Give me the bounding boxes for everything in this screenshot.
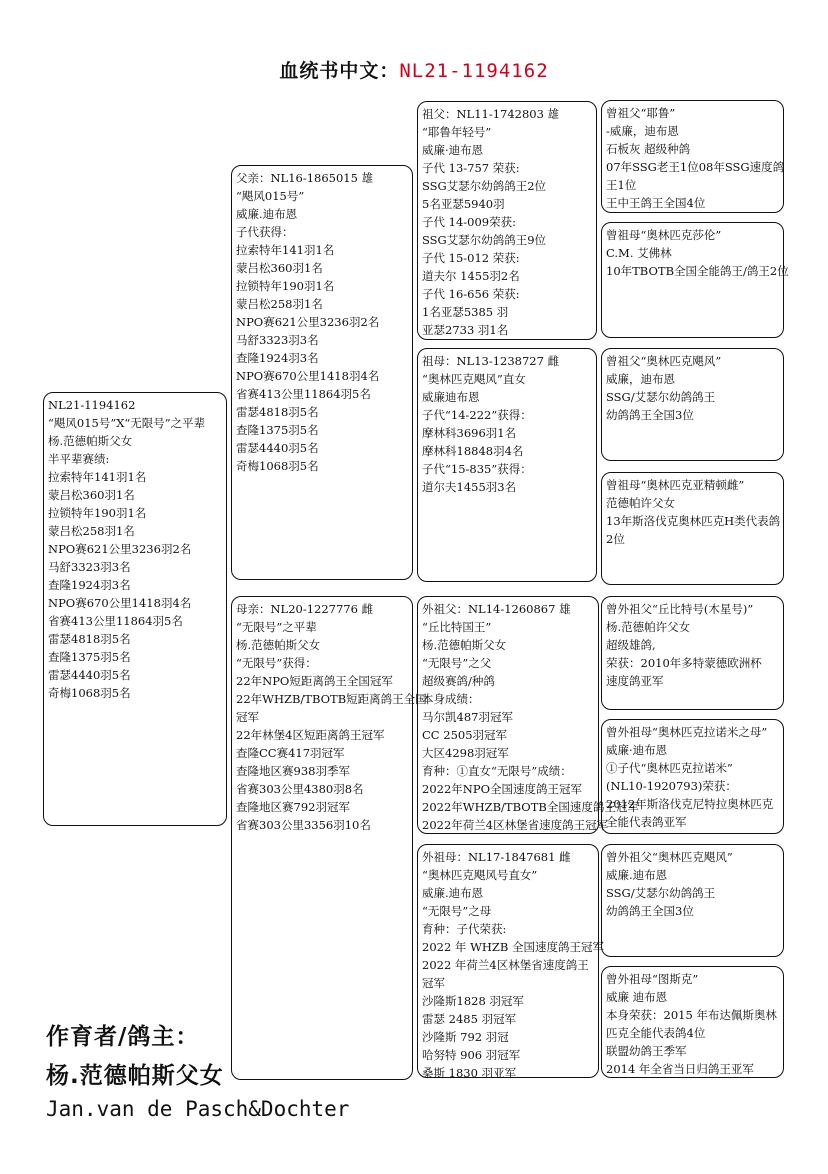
pedigree-line: “无限号”获得： — [236, 656, 317, 670]
pedigree-line: 子代 13-757 荣获: — [422, 161, 520, 175]
pedigree-line: 5名亚瑟5940羽 — [422, 197, 505, 211]
pedigree-line: 摩林科3696羽1名 — [422, 426, 517, 440]
pedigree-line: 22年林堡4区短距离鸽王冠军 — [236, 728, 385, 742]
pedigree-line: 曾祖母“奥林匹克亚精顿雌” — [606, 478, 745, 492]
pedigree-line: 杨.范德帕斯父女 — [48, 434, 133, 448]
great-grandsire-box-3 — [601, 348, 784, 461]
pedigree-line: 外祖母：NL17-1847681 雌 — [422, 850, 571, 864]
pedigree-line: 马尔凯487羽冠军 — [422, 710, 513, 724]
pedigree-line: 雷瑟4440羽5名 — [48, 668, 131, 682]
pedigree-line: NPO赛670公里1418羽4名 — [236, 369, 380, 383]
pedigree-line: 本身荣获：2015 年布达佩斯奥林 — [606, 1008, 777, 1022]
pedigree-line: NPO赛670公里1418羽4名 — [48, 596, 192, 610]
pedigree-line: 道夫尔 1455羽2名 — [422, 269, 520, 283]
pedigree-line: 查隆地区赛792羽冠军 — [236, 800, 350, 814]
great-grandsire-box-1 — [601, 100, 784, 213]
page-title — [0, 56, 828, 83]
dam-box — [231, 596, 427, 1080]
great-grandsire-box-5 — [601, 596, 784, 710]
pedigree-line: 拉索特年141羽1名 — [48, 470, 147, 484]
pedigree-line: 2022年荷兰4区林堡省速度鸽王冠军 — [422, 818, 609, 832]
pedigree-line: 王中王鸽王全国4位 — [606, 196, 706, 210]
pedigree-line: 马舒3323羽3名 — [48, 560, 131, 574]
breeder-name-en: Jan.van de Pasch&Dochter — [46, 1097, 350, 1121]
pedigree-line: 查隆1375羽5名 — [236, 423, 319, 437]
pedigree-line: 曾祖父“奥林匹克飓风” — [606, 354, 722, 368]
pedigree-line: 拉索特年141羽1名 — [236, 243, 335, 257]
pedigree-line: 雷瑟4440羽5名 — [236, 441, 319, 455]
pedigree-line: 曾外祖母“奥林匹克拉诺米之母” — [606, 725, 768, 739]
pedigree-line: 摩林科18848羽4名 — [422, 444, 524, 458]
breeder-name-cn: 杨.范德帕斯父女 — [46, 1063, 224, 1089]
pedigree-line: 威廉·迪布恩 — [422, 143, 484, 157]
pedigree-line: 10年TBOTB全国全能鸽王/鸽王2位 — [606, 264, 789, 278]
pedigree-line: 曾外祖父“丘比特号(木星号)” — [606, 602, 754, 616]
pedigree-line: 2022年WHZB/TBOTB全国速度鸽王冠军 — [422, 800, 639, 814]
pedigree-line: “无限号”之父 — [422, 656, 492, 670]
pedigree-line: SSG艾瑟尔幼鸽鸽王2位 — [422, 179, 547, 193]
pedigree-line: 省赛303公里3356羽10名 — [236, 818, 371, 832]
pedigree-line: “奥林匹克飓风号直女” — [422, 868, 538, 882]
pedigree-line: “飓风015号” — [236, 189, 305, 203]
ring-number: NL21-1194162 — [399, 60, 549, 82]
pedigree-line: 子代“14-222”获得： — [422, 408, 532, 422]
pedigree-line: 曾祖父“耶鲁” — [606, 106, 676, 120]
pedigree-line: 育种：子代荣获: — [422, 922, 507, 936]
pedigree-line: 蒙吕松258羽1名 — [48, 524, 135, 538]
breeder-label: 作育者/鸽主： — [46, 1024, 200, 1050]
pedigree-line: 威廉.迪布恩 — [236, 207, 298, 221]
pedigree-line: CC 2505羽冠军 — [422, 728, 508, 742]
pedigree-line: 桑斯 1830 羽亚军 — [422, 1066, 517, 1080]
subject-pigeon-box — [43, 392, 227, 826]
pedigree-line: 超级雄鸽, — [606, 638, 656, 652]
pedigree-line: 07年SSG老王1位08年SSG速度鸽 — [606, 160, 785, 174]
pedigree-line: 父亲：NL16-1865015 雄 — [236, 171, 374, 185]
pedigree-line: 查隆CC赛417羽冠军 — [236, 746, 345, 760]
great-granddam-box-6 — [601, 719, 784, 834]
pedigree-line: 省赛413公里11864羽5名 — [48, 614, 183, 628]
great-granddam-box-2 — [601, 222, 789, 338]
pedigree-line: ①子代“奥林匹克拉诺米” — [606, 761, 733, 775]
pedigree-line: 拉锁特年190羽1名 — [236, 279, 335, 293]
pedigree-line: 子代 15-012 荣获: — [422, 251, 520, 265]
pedigree-line: 威廉迪布恩 — [422, 390, 480, 404]
pedigree-line: 联盟幼鸽王季军 — [606, 1044, 687, 1058]
pedigree-line: 子代 16-656 荣获: — [422, 287, 520, 301]
pedigree-line: 沙隆斯1828 羽冠军 — [422, 994, 524, 1008]
sire-box — [231, 165, 413, 580]
pedigree-line: “无限号”之平辈 — [236, 620, 317, 634]
pedigree-line: 查隆1375羽5名 — [48, 650, 131, 664]
pedigree-line: 母亲：NL20-1227776 雌 — [236, 602, 374, 616]
pedigree-line: 冠军 — [422, 976, 445, 990]
pedigree-line: 本身成绩： — [422, 692, 480, 706]
pedigree-line: 奇梅1068羽5名 — [236, 459, 319, 473]
pedigree-line: 2022年NPO全国速度鸽王冠军 — [422, 782, 582, 796]
pedigree-line: 幼鸽鸽王全国3位 — [606, 408, 694, 422]
pedigree-line: 威廉·迪布恩 — [606, 743, 668, 757]
pedigree-line: 子代获得： — [236, 225, 294, 239]
pedigree-line: SSG/艾瑟尔幼鸽鸽王 — [606, 886, 716, 900]
grandsire-box — [417, 101, 597, 340]
pedigree-line: 蒙吕松360羽1名 — [48, 488, 135, 502]
pedigree-line: 查隆1924羽3名 — [236, 351, 319, 365]
pedigree-line: “耶鲁年轻号” — [422, 125, 492, 139]
great-granddam-box-4 — [601, 472, 784, 585]
pedigree-line: 威廉.迪布恩 — [606, 868, 668, 882]
pedigree-line: 雷瑟4818羽5名 — [48, 632, 131, 646]
pedigree-line: 幼鸽鸽王全国3位 — [606, 904, 694, 918]
granddam-box — [417, 348, 597, 582]
pedigree-line: 威廉 迪布恩 — [606, 990, 668, 1004]
pedigree-line: 查隆地区赛938羽季军 — [236, 764, 350, 778]
pedigree-line: “丘比特国王” — [422, 620, 492, 634]
pedigree-line: 杨.范德帕斯父女 — [236, 638, 321, 652]
pedigree-line: 雷瑟4818羽5名 — [236, 405, 319, 419]
pedigree-line: 22年WHZB/TBOTB短距离鸽王全国 — [236, 692, 427, 706]
pedigree-line: 马舒3323羽3名 — [236, 333, 319, 347]
pedigree-line: 1名亚瑟5385 羽 — [422, 305, 509, 319]
pedigree-line: 道尔夫1455羽3名 — [422, 480, 517, 494]
pedigree-line: NPO赛621公里3236羽2名 — [236, 315, 380, 329]
pedigree-line: 石板灰 超级种鸽 — [606, 142, 691, 156]
pedigree-line: 超级赛鸽/种鸽 — [422, 674, 495, 688]
pedigree-line: 2012年斯洛伐克尼特拉奥林匹克 — [606, 797, 774, 811]
title-prefix: 血统书中文： — [279, 60, 400, 82]
pedigree-line: 冠军 — [236, 710, 259, 724]
pedigree-line: 亚瑟2733 羽1名 — [422, 323, 509, 337]
pedigree-line: 祖父：NL11-1742803 雄 — [422, 107, 560, 121]
pedigree-line: 省赛413公里11864羽5名 — [236, 387, 371, 401]
pedigree-line: “无限号”之母 — [422, 904, 492, 918]
pedigree-line: 祖母：NL13-1238727 雌 — [422, 354, 560, 368]
pedigree-line: NPO赛621公里3236羽2名 — [48, 542, 192, 556]
pedigree-line: 雷瑟 2485 羽冠军 — [422, 1012, 517, 1026]
pedigree-line: 荣获：2010年多特蒙德欧洲杯 — [606, 656, 762, 670]
pedigree-line: 2位 — [606, 532, 625, 546]
pedigree-line: 范德帕许父女 — [606, 496, 675, 510]
pedigree-line: 子代“15-835”获得： — [422, 462, 532, 476]
pedigree-line: 蒙吕松258羽1名 — [236, 297, 323, 311]
pedigree-line: “奥林匹克飓风”直女 — [422, 372, 526, 386]
pedigree-line: 沙隆斯 792 羽冠 — [422, 1030, 509, 1044]
pedigree-line: 速度鸽亚军 — [606, 674, 664, 688]
pedigree-line: C.M. 艾佛林 — [606, 246, 672, 260]
pedigree-line: (NL10-1920793)荣获： — [606, 779, 737, 793]
pedigree-line: 威廉，迪布恩 — [606, 372, 675, 386]
pedigree-line: 曾外祖母“图斯克” — [606, 972, 699, 986]
pedigree-line: 2014 年全省当日归鸽王亚军 — [606, 1062, 754, 1076]
pedigree-line: 查隆1924羽3名 — [48, 578, 131, 592]
pedigree-line: 省赛303公里4380羽8名 — [236, 782, 364, 796]
pedigree-line: 匹克全能代表鸽4位 — [606, 1026, 706, 1040]
pedigree-line: 哈努特 906 羽冠军 — [422, 1048, 521, 1062]
pedigree-line: SSG艾瑟尔幼鸽鸽王9位 — [422, 233, 547, 247]
pedigree-line: 子代 14-009荣获: — [422, 215, 516, 229]
pedigree-line: -威廉，迪布恩 — [606, 124, 679, 138]
pedigree-line: 蒙吕松360羽1名 — [236, 261, 323, 275]
pedigree-line: 大区4298羽冠军 — [422, 746, 509, 760]
pedigree-line: 2022 年荷兰4区林堡省速度鸽王 — [422, 958, 589, 972]
pedigree-line: NL21-1194162 — [48, 398, 136, 412]
pedigree-line: 奇梅1068羽5名 — [48, 686, 131, 700]
pedigree-line: 曾祖母“奥林匹克莎伦” — [606, 228, 722, 242]
pedigree-line: SSG/艾瑟尔幼鸽鸽王 — [606, 390, 716, 404]
pedigree-line: 威廉.迪布恩 — [422, 886, 484, 900]
pedigree-line: 育种：①直女“无限号”成绩： — [422, 764, 572, 778]
pedigree-line: 2022 年 WHZB 全国速度鸽王冠军 — [422, 940, 605, 954]
pedigree-line: 杨.范德帕斯父女 — [422, 638, 507, 652]
pedigree-line: 全能代表鸽亚军 — [606, 815, 687, 829]
pedigree-line: 杨.范德帕许父女 — [606, 620, 691, 634]
maternal-granddam-box — [417, 844, 605, 1080]
pedigree-line: 曾外祖父“奥林匹克飓风” — [606, 850, 733, 864]
pedigree-line: 王1位 — [606, 178, 637, 192]
pedigree-line: 外祖父：NL14-1260867 雄 — [422, 602, 571, 616]
pedigree-line: 13年斯洛伐克奥林匹克H类代表鸽 — [606, 514, 781, 528]
great-grandsire-box-7 — [601, 844, 784, 957]
pedigree-line: 半平辈赛绩: — [48, 452, 110, 466]
pedigree-line: 拉锁特年190羽1名 — [48, 506, 147, 520]
pedigree-line: 22年NPO短距离鸽王全国冠军 — [236, 674, 393, 688]
pedigree-line: “飓风015号”X“无限号”之平辈 — [48, 416, 206, 430]
great-granddam-box-8 — [601, 966, 784, 1078]
